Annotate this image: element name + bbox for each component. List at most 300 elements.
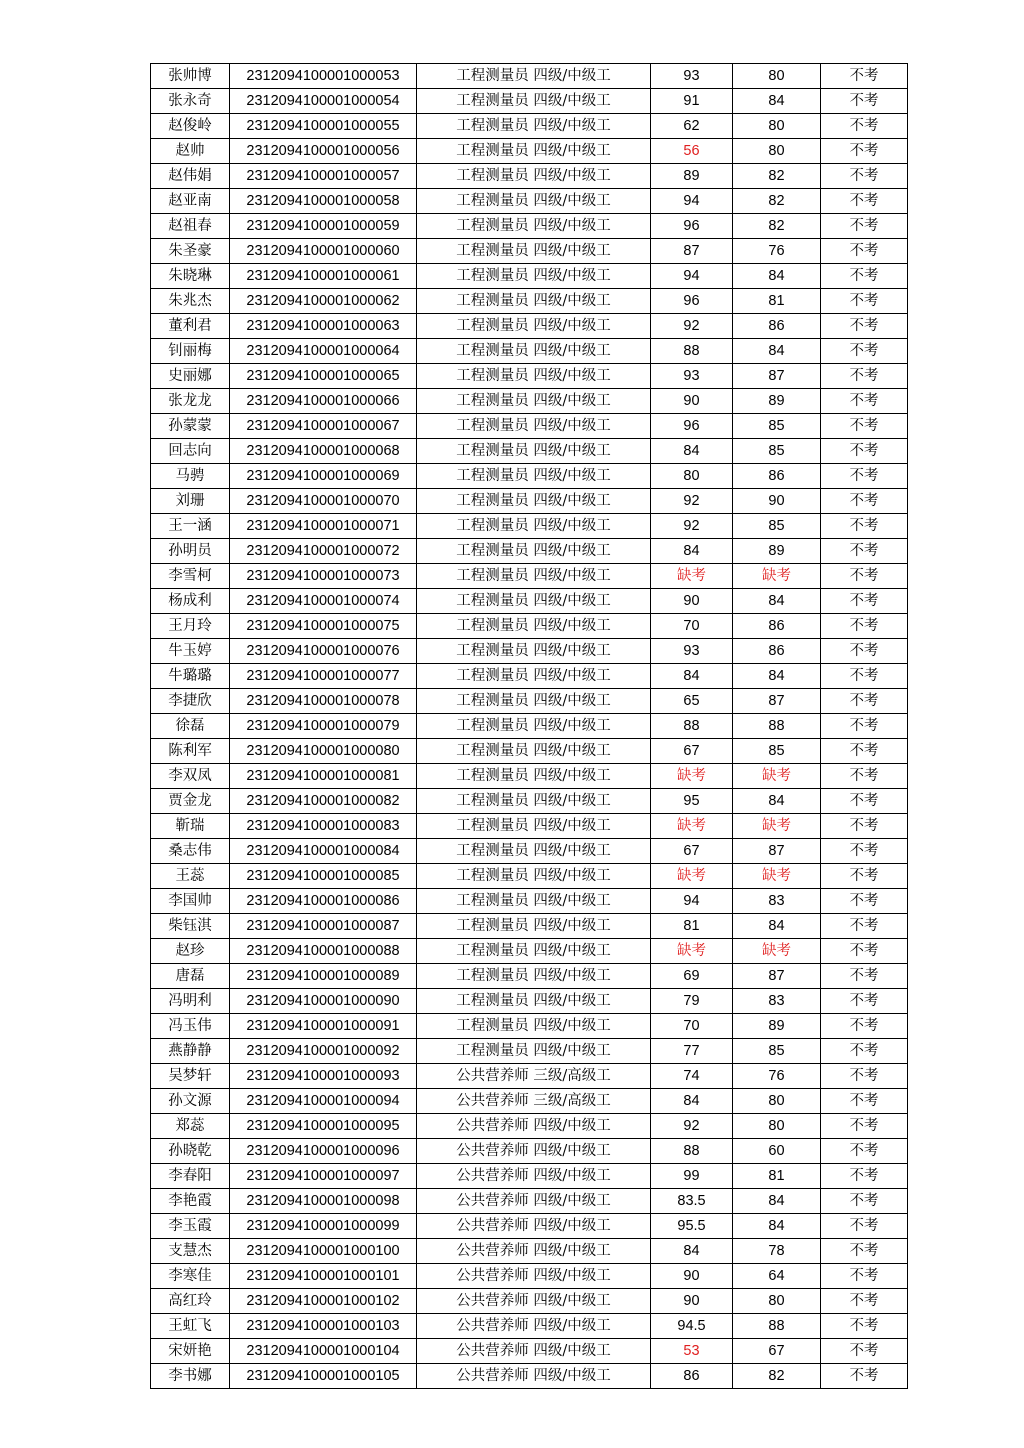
score-2-cell: 83 [733, 989, 821, 1014]
table-row [151, 689, 908, 714]
name-cell: 李书娜 [151, 1364, 230, 1389]
score-1-cell: 92 [651, 314, 733, 339]
job-level-cell: 工程测量员 四级/中级工 [417, 614, 651, 639]
table-row [151, 1189, 908, 1214]
score-1-cell: 88 [651, 1139, 733, 1164]
exam-id-cell: 2312094100001000099 [230, 1214, 417, 1239]
name-cell: 冯明利 [151, 989, 230, 1014]
score-1-cell: 95.5 [651, 1214, 733, 1239]
exam-id-cell: 2312094100001000062 [230, 289, 417, 314]
score-2-cell: 84 [733, 789, 821, 814]
score-2-cell: 76 [733, 1064, 821, 1089]
score-2-cell: 缺考 [733, 939, 821, 964]
score-1-cell: 84 [651, 1089, 733, 1114]
exam-id-cell: 2312094100001000060 [230, 239, 417, 264]
name-cell: 王月玲 [151, 614, 230, 639]
table-row [151, 664, 908, 689]
score-1-cell: 94.5 [651, 1314, 733, 1339]
name-cell: 冯玉伟 [151, 1014, 230, 1039]
name-cell: 陈利军 [151, 739, 230, 764]
score-1-cell: 92 [651, 1114, 733, 1139]
status-cell: 不考 [821, 614, 908, 639]
name-cell: 唐磊 [151, 964, 230, 989]
score-1-cell: 81 [651, 914, 733, 939]
score-1-cell: 53 [651, 1339, 733, 1364]
name-cell: 回志向 [151, 439, 230, 464]
score-1-cell: 77 [651, 1039, 733, 1064]
status-cell: 不考 [821, 989, 908, 1014]
name-cell: 刘珊 [151, 489, 230, 514]
status-cell: 不考 [821, 364, 908, 389]
score-2-cell: 88 [733, 714, 821, 739]
score-2-cell: 85 [733, 414, 821, 439]
status-cell: 不考 [821, 939, 908, 964]
table-row [151, 714, 908, 739]
score-2-cell: 82 [733, 164, 821, 189]
score-1-cell: 87 [651, 239, 733, 264]
exam-id-cell: 2312094100001000092 [230, 1039, 417, 1064]
score-1-cell: 93 [651, 364, 733, 389]
table-row [151, 739, 908, 764]
job-level-cell: 公共营养师 四级/中级工 [417, 1364, 651, 1389]
job-level-cell: 工程测量员 四级/中级工 [417, 514, 651, 539]
table-row [151, 764, 908, 789]
name-cell: 郑蕊 [151, 1114, 230, 1139]
table-row [151, 839, 908, 864]
job-level-cell: 工程测量员 四级/中级工 [417, 914, 651, 939]
table-row [151, 239, 908, 264]
score-2-cell: 76 [733, 239, 821, 264]
job-level-cell: 工程测量员 四级/中级工 [417, 1014, 651, 1039]
job-level-cell: 工程测量员 四级/中级工 [417, 589, 651, 614]
table-row [151, 564, 908, 589]
job-level-cell: 公共营养师 四级/中级工 [417, 1214, 651, 1239]
name-cell: 牛璐璐 [151, 664, 230, 689]
score-1-cell: 缺考 [651, 764, 733, 789]
table-row [151, 89, 908, 114]
status-cell: 不考 [821, 1314, 908, 1339]
score-1-cell: 80 [651, 464, 733, 489]
name-cell: 李寒佳 [151, 1264, 230, 1289]
status-cell: 不考 [821, 514, 908, 539]
exam-id-cell: 2312094100001000082 [230, 789, 417, 814]
status-cell: 不考 [821, 1189, 908, 1214]
score-2-cell: 81 [733, 1164, 821, 1189]
score-2-cell: 82 [733, 214, 821, 239]
exam-id-cell: 2312094100001000100 [230, 1239, 417, 1264]
score-2-cell: 82 [733, 1364, 821, 1389]
score-2-cell: 89 [733, 539, 821, 564]
status-cell: 不考 [821, 114, 908, 139]
status-cell: 不考 [821, 239, 908, 264]
exam-id-cell: 2312094100001000097 [230, 1164, 417, 1189]
status-cell: 不考 [821, 714, 908, 739]
status-cell: 不考 [821, 1089, 908, 1114]
status-cell: 不考 [821, 664, 908, 689]
exam-id-cell: 2312094100001000057 [230, 164, 417, 189]
table-row [151, 1264, 908, 1289]
status-cell: 不考 [821, 389, 908, 414]
exam-id-cell: 2312094100001000053 [230, 64, 417, 89]
table-row [151, 1214, 908, 1239]
score-1-cell: 90 [651, 589, 733, 614]
table-row [151, 989, 908, 1014]
exam-id-cell: 2312094100001000076 [230, 639, 417, 664]
score-2-cell: 78 [733, 1239, 821, 1264]
status-cell: 不考 [821, 864, 908, 889]
table-row [151, 614, 908, 639]
status-cell: 不考 [821, 1214, 908, 1239]
table-row [151, 114, 908, 139]
job-level-cell: 工程测量员 四级/中级工 [417, 889, 651, 914]
score-1-cell: 86 [651, 1364, 733, 1389]
job-level-cell: 工程测量员 四级/中级工 [417, 114, 651, 139]
status-cell: 不考 [821, 1264, 908, 1289]
score-1-cell: 92 [651, 489, 733, 514]
status-cell: 不考 [821, 464, 908, 489]
job-level-cell: 工程测量员 四级/中级工 [417, 789, 651, 814]
exam-id-cell: 2312094100001000069 [230, 464, 417, 489]
table-row [151, 364, 908, 389]
table-row [151, 1239, 908, 1264]
table-row [151, 789, 908, 814]
table-row [151, 864, 908, 889]
exam-id-cell: 2312094100001000078 [230, 689, 417, 714]
table-row [151, 264, 908, 289]
table-row [151, 1114, 908, 1139]
score-2-cell: 84 [733, 89, 821, 114]
job-level-cell: 工程测量员 四级/中级工 [417, 764, 651, 789]
score-table [150, 63, 908, 1389]
job-level-cell: 工程测量员 四级/中级工 [417, 64, 651, 89]
job-level-cell: 工程测量员 四级/中级工 [417, 264, 651, 289]
table-row [151, 339, 908, 364]
score-2-cell: 缺考 [733, 814, 821, 839]
table-row [151, 1039, 908, 1064]
table-row [151, 1089, 908, 1114]
status-cell: 不考 [821, 264, 908, 289]
exam-id-cell: 2312094100001000066 [230, 389, 417, 414]
exam-id-cell: 2312094100001000091 [230, 1014, 417, 1039]
exam-id-cell: 2312094100001000080 [230, 739, 417, 764]
name-cell: 孙明员 [151, 539, 230, 564]
exam-id-cell: 2312094100001000083 [230, 814, 417, 839]
score-2-cell: 84 [733, 1214, 821, 1239]
score-2-cell: 67 [733, 1339, 821, 1364]
status-cell: 不考 [821, 639, 908, 664]
name-cell: 孙晓乾 [151, 1139, 230, 1164]
name-cell: 赵帅 [151, 139, 230, 164]
status-cell: 不考 [821, 314, 908, 339]
score-1-cell: 62 [651, 114, 733, 139]
exam-id-cell: 2312094100001000064 [230, 339, 417, 364]
score-2-cell: 87 [733, 364, 821, 389]
score-2-cell: 85 [733, 1039, 821, 1064]
name-cell: 王虹飞 [151, 1314, 230, 1339]
job-level-cell: 公共营养师 四级/中级工 [417, 1139, 651, 1164]
score-1-cell: 90 [651, 1264, 733, 1289]
name-cell: 朱兆杰 [151, 289, 230, 314]
score-1-cell: 88 [651, 339, 733, 364]
status-cell: 不考 [821, 564, 908, 589]
score-1-cell: 95 [651, 789, 733, 814]
table-row [151, 514, 908, 539]
score-2-cell: 86 [733, 639, 821, 664]
status-cell: 不考 [821, 964, 908, 989]
score-2-cell: 80 [733, 114, 821, 139]
score-2-cell: 80 [733, 139, 821, 164]
score-1-cell: 79 [651, 989, 733, 1014]
exam-id-cell: 2312094100001000103 [230, 1314, 417, 1339]
name-cell: 马骋 [151, 464, 230, 489]
score-1-cell: 92 [651, 514, 733, 539]
job-level-cell: 工程测量员 四级/中级工 [417, 539, 651, 564]
score-2-cell: 88 [733, 1314, 821, 1339]
exam-id-cell: 2312094100001000086 [230, 889, 417, 914]
score-1-cell: 65 [651, 689, 733, 714]
table-row [151, 139, 908, 164]
table-row [151, 1164, 908, 1189]
score-1-cell: 84 [651, 539, 733, 564]
table-row [151, 939, 908, 964]
table-row [151, 539, 908, 564]
name-cell: 赵祖春 [151, 214, 230, 239]
job-level-cell: 工程测量员 四级/中级工 [417, 89, 651, 114]
name-cell: 李春阳 [151, 1164, 230, 1189]
name-cell: 高红玲 [151, 1289, 230, 1314]
name-cell: 吴梦轩 [151, 1064, 230, 1089]
table-row [151, 489, 908, 514]
score-1-cell: 91 [651, 89, 733, 114]
status-cell: 不考 [821, 414, 908, 439]
job-level-cell: 公共营养师 三级/高级工 [417, 1089, 651, 1114]
job-level-cell: 工程测量员 四级/中级工 [417, 464, 651, 489]
score-1-cell: 83.5 [651, 1189, 733, 1214]
status-cell: 不考 [821, 589, 908, 614]
table-row [151, 1064, 908, 1089]
exam-id-cell: 2312094100001000101 [230, 1264, 417, 1289]
name-cell: 孙文源 [151, 1089, 230, 1114]
exam-id-cell: 2312094100001000087 [230, 914, 417, 939]
exam-id-cell: 2312094100001000073 [230, 564, 417, 589]
name-cell: 李雪柯 [151, 564, 230, 589]
score-2-cell: 87 [733, 964, 821, 989]
table-row [151, 314, 908, 339]
status-cell: 不考 [821, 689, 908, 714]
job-level-cell: 工程测量员 四级/中级工 [417, 314, 651, 339]
job-level-cell: 工程测量员 四级/中级工 [417, 189, 651, 214]
job-level-cell: 工程测量员 四级/中级工 [417, 289, 651, 314]
job-level-cell: 工程测量员 四级/中级工 [417, 714, 651, 739]
score-2-cell: 80 [733, 1114, 821, 1139]
status-cell: 不考 [821, 1114, 908, 1139]
job-level-cell: 工程测量员 四级/中级工 [417, 1039, 651, 1064]
name-cell: 杨成利 [151, 589, 230, 614]
name-cell: 朱晓琳 [151, 264, 230, 289]
status-cell: 不考 [821, 1364, 908, 1389]
score-1-cell: 67 [651, 839, 733, 864]
table-row [151, 1289, 908, 1314]
job-level-cell: 工程测量员 四级/中级工 [417, 364, 651, 389]
table-row [151, 164, 908, 189]
score-2-cell: 85 [733, 739, 821, 764]
job-level-cell: 公共营养师 四级/中级工 [417, 1114, 651, 1139]
exam-id-cell: 2312094100001000088 [230, 939, 417, 964]
score-2-cell: 86 [733, 464, 821, 489]
exam-id-cell: 2312094100001000079 [230, 714, 417, 739]
job-level-cell: 工程测量员 四级/中级工 [417, 964, 651, 989]
name-cell: 柴钰淇 [151, 914, 230, 939]
score-1-cell: 74 [651, 1064, 733, 1089]
name-cell: 赵珍 [151, 939, 230, 964]
name-cell: 徐磊 [151, 714, 230, 739]
name-cell: 李艳霞 [151, 1189, 230, 1214]
job-level-cell: 公共营养师 四级/中级工 [417, 1264, 651, 1289]
name-cell: 史丽娜 [151, 364, 230, 389]
job-level-cell: 工程测量员 四级/中级工 [417, 839, 651, 864]
score-table-body [151, 64, 908, 1389]
status-cell: 不考 [821, 764, 908, 789]
exam-id-cell: 2312094100001000055 [230, 114, 417, 139]
score-1-cell: 93 [651, 639, 733, 664]
exam-id-cell: 2312094100001000063 [230, 314, 417, 339]
job-level-cell: 公共营养师 三级/高级工 [417, 1064, 651, 1089]
exam-id-cell: 2312094100001000077 [230, 664, 417, 689]
job-level-cell: 工程测量员 四级/中级工 [417, 164, 651, 189]
score-2-cell: 83 [733, 889, 821, 914]
exam-id-cell: 2312094100001000065 [230, 364, 417, 389]
exam-id-cell: 2312094100001000072 [230, 539, 417, 564]
status-cell: 不考 [821, 64, 908, 89]
status-cell: 不考 [821, 539, 908, 564]
job-level-cell: 工程测量员 四级/中级工 [417, 139, 651, 164]
status-cell: 不考 [821, 839, 908, 864]
status-cell: 不考 [821, 814, 908, 839]
exam-id-cell: 2312094100001000093 [230, 1064, 417, 1089]
status-cell: 不考 [821, 1139, 908, 1164]
score-2-cell: 81 [733, 289, 821, 314]
name-cell: 李国帅 [151, 889, 230, 914]
name-cell: 张永奇 [151, 89, 230, 114]
table-row [151, 1139, 908, 1164]
score-1-cell: 70 [651, 1014, 733, 1039]
job-level-cell: 工程测量员 四级/中级工 [417, 489, 651, 514]
name-cell: 钊丽梅 [151, 339, 230, 364]
name-cell: 贾金龙 [151, 789, 230, 814]
score-1-cell: 70 [651, 614, 733, 639]
score-2-cell: 84 [733, 264, 821, 289]
name-cell: 张龙龙 [151, 389, 230, 414]
exam-id-cell: 2312094100001000094 [230, 1089, 417, 1114]
job-level-cell: 工程测量员 四级/中级工 [417, 339, 651, 364]
score-1-cell: 56 [651, 139, 733, 164]
job-level-cell: 工程测量员 四级/中级工 [417, 439, 651, 464]
table-row [151, 289, 908, 314]
score-1-cell: 93 [651, 64, 733, 89]
exam-id-cell: 2312094100001000068 [230, 439, 417, 464]
status-cell: 不考 [821, 139, 908, 164]
status-cell: 不考 [821, 889, 908, 914]
exam-id-cell: 2312094100001000089 [230, 964, 417, 989]
exam-id-cell: 2312094100001000071 [230, 514, 417, 539]
table-row [151, 889, 908, 914]
status-cell: 不考 [821, 164, 908, 189]
score-1-cell: 96 [651, 414, 733, 439]
job-level-cell: 公共营养师 四级/中级工 [417, 1239, 651, 1264]
table-row [151, 389, 908, 414]
score-1-cell: 69 [651, 964, 733, 989]
exam-id-cell: 2312094100001000059 [230, 214, 417, 239]
score-2-cell: 85 [733, 514, 821, 539]
exam-id-cell: 2312094100001000105 [230, 1364, 417, 1389]
status-cell: 不考 [821, 789, 908, 814]
name-cell: 张帅博 [151, 64, 230, 89]
exam-id-cell: 2312094100001000095 [230, 1114, 417, 1139]
exam-id-cell: 2312094100001000058 [230, 189, 417, 214]
job-level-cell: 工程测量员 四级/中级工 [417, 739, 651, 764]
status-cell: 不考 [821, 1339, 908, 1364]
status-cell: 不考 [821, 439, 908, 464]
table-row [151, 189, 908, 214]
score-2-cell: 缺考 [733, 564, 821, 589]
job-level-cell: 工程测量员 四级/中级工 [417, 389, 651, 414]
status-cell: 不考 [821, 1289, 908, 1314]
job-level-cell: 工程测量员 四级/中级工 [417, 689, 651, 714]
name-cell: 桑志伟 [151, 839, 230, 864]
score-2-cell: 84 [733, 589, 821, 614]
exam-id-cell: 2312094100001000074 [230, 589, 417, 614]
job-level-cell: 公共营养师 四级/中级工 [417, 1339, 651, 1364]
score-2-cell: 89 [733, 1014, 821, 1039]
name-cell: 王一涵 [151, 514, 230, 539]
score-2-cell: 87 [733, 839, 821, 864]
table-row [151, 64, 908, 89]
score-2-cell: 85 [733, 439, 821, 464]
status-cell: 不考 [821, 1014, 908, 1039]
score-1-cell: 89 [651, 164, 733, 189]
job-level-cell: 工程测量员 四级/中级工 [417, 564, 651, 589]
table-row [151, 914, 908, 939]
table-row [151, 1364, 908, 1389]
score-2-cell: 84 [733, 1189, 821, 1214]
score-2-cell: 缺考 [733, 864, 821, 889]
job-level-cell: 工程测量员 四级/中级工 [417, 814, 651, 839]
exam-id-cell: 2312094100001000085 [230, 864, 417, 889]
score-1-cell: 84 [651, 664, 733, 689]
score-2-cell: 89 [733, 389, 821, 414]
name-cell: 宋妍艳 [151, 1339, 230, 1364]
status-cell: 不考 [821, 89, 908, 114]
status-cell: 不考 [821, 289, 908, 314]
exam-id-cell: 2312094100001000067 [230, 414, 417, 439]
exam-id-cell: 2312094100001000098 [230, 1189, 417, 1214]
exam-id-cell: 2312094100001000081 [230, 764, 417, 789]
table-row [151, 639, 908, 664]
status-cell: 不考 [821, 739, 908, 764]
job-level-cell: 工程测量员 四级/中级工 [417, 639, 651, 664]
score-1-cell: 90 [651, 1289, 733, 1314]
exam-id-cell: 2312094100001000056 [230, 139, 417, 164]
exam-id-cell: 2312094100001000102 [230, 1289, 417, 1314]
score-1-cell: 84 [651, 439, 733, 464]
score-1-cell: 99 [651, 1164, 733, 1189]
job-level-cell: 工程测量员 四级/中级工 [417, 864, 651, 889]
status-cell: 不考 [821, 214, 908, 239]
table-row [151, 814, 908, 839]
name-cell: 赵伟娟 [151, 164, 230, 189]
status-cell: 不考 [821, 914, 908, 939]
status-cell: 不考 [821, 1239, 908, 1264]
